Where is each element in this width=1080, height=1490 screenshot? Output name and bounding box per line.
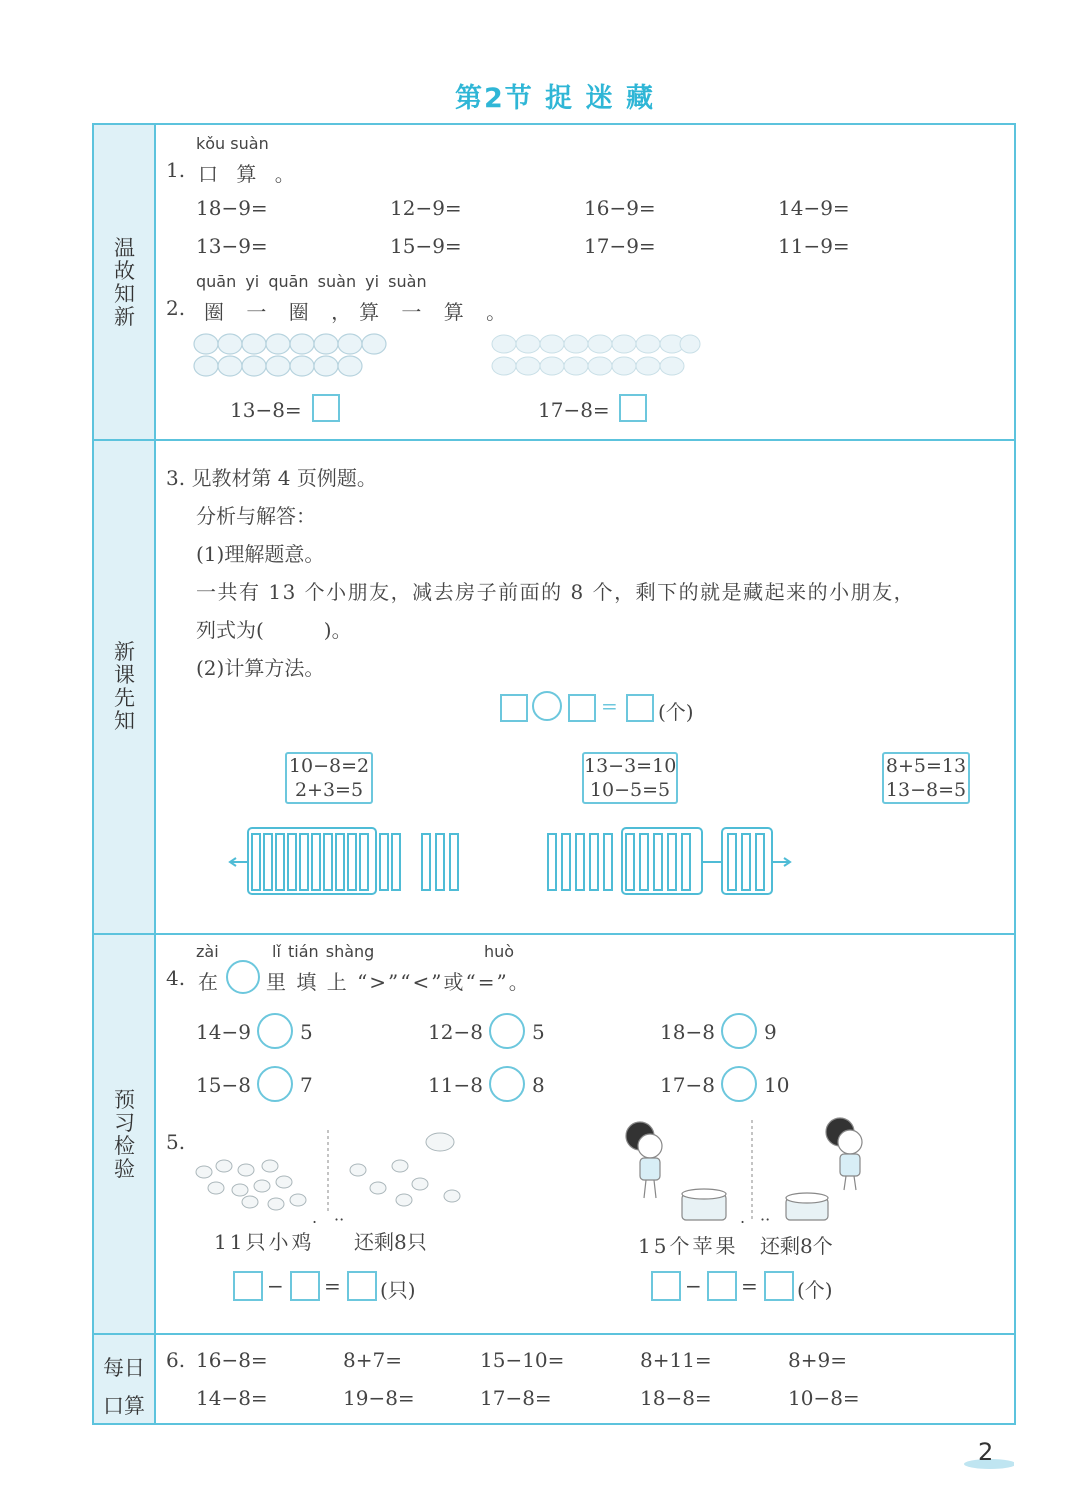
q6-problem: 10−8= xyxy=(788,1386,860,1410)
section-label-preview: 预习检验 xyxy=(114,1088,135,1181)
q1-problem: 15−9= xyxy=(390,234,462,258)
compare-circle[interactable] xyxy=(489,1013,525,1049)
section-label-new: 新课先知 xyxy=(114,640,135,733)
answer-box[interactable] xyxy=(290,1271,320,1301)
q3-line: (2)计算方法。 xyxy=(196,656,325,680)
method-line: 8+5=13 xyxy=(885,755,967,777)
answer-box[interactable] xyxy=(312,394,340,422)
q2-equation-left: 13−8= xyxy=(230,398,302,422)
girl-apples-picture xyxy=(612,1114,884,1226)
answer-box[interactable] xyxy=(568,694,596,722)
q3-line: 一共有 13 个小朋友，减去房子前面的 8 个，剩下的就是藏起来的小朋友， xyxy=(196,580,916,604)
dots-mark: ·· xyxy=(334,1210,345,1229)
q1-instruction: 口 算 。 xyxy=(198,162,301,186)
method-box-3 xyxy=(882,752,970,804)
q6-problem: 15−10= xyxy=(480,1348,565,1372)
answer-box[interactable] xyxy=(651,1271,681,1301)
section-label-daily: 每日口算 xyxy=(103,1356,145,1418)
q2-number: 2. xyxy=(166,296,186,320)
minus-sign: − xyxy=(685,1274,702,1298)
q4-instruction: 里 填 上 “>”“<”或“=”。 xyxy=(266,970,531,994)
method-line: 10−8=2 xyxy=(288,755,370,777)
method-line: 10−5=5 xyxy=(589,779,671,801)
compare-right: 10 xyxy=(764,1073,790,1097)
equals-sign: = xyxy=(601,694,618,718)
colon-mark: . xyxy=(312,1208,318,1227)
q1-pinyin: kǒu suàn xyxy=(196,134,269,153)
answer-box[interactable] xyxy=(626,694,654,722)
q6-problem: 17−8= xyxy=(480,1386,552,1410)
equals-sign: = xyxy=(741,1274,758,1298)
q3-line: 分析与解答： xyxy=(196,504,316,528)
q6-number: 6. xyxy=(166,1348,186,1372)
q6-problem: 19−8= xyxy=(343,1386,415,1410)
q1-problem: 12−9= xyxy=(390,196,462,220)
compare-left: 14−9 xyxy=(196,1020,251,1044)
page-number: 2 xyxy=(978,1438,994,1466)
q1-problem: 17−9= xyxy=(584,234,656,258)
q5-left-unit: (只) xyxy=(380,1278,416,1302)
method-line: 2+3=5 xyxy=(294,779,364,801)
q5-left-label: 还剩8只 xyxy=(354,1230,427,1254)
method-line: 13−3=10 xyxy=(584,755,677,777)
method-box-2 xyxy=(582,752,678,804)
answer-box[interactable] xyxy=(764,1271,794,1301)
q2-pinyin: quān yi quān suàn yi suàn xyxy=(196,272,427,291)
minus-sign: − xyxy=(267,1274,284,1298)
compare-circle xyxy=(226,960,260,994)
q4-number: 4. xyxy=(166,966,186,990)
q5-number: 5. xyxy=(166,1130,186,1154)
compare-circle[interactable] xyxy=(721,1013,757,1049)
q4-pinyin: huò xyxy=(484,942,515,961)
method-line: 13−8=5 xyxy=(885,779,967,801)
operator-circle[interactable] xyxy=(532,691,562,721)
answer-box[interactable] xyxy=(707,1271,737,1301)
divider xyxy=(94,1333,1014,1335)
bun-picture-right xyxy=(490,332,704,380)
answer-box[interactable] xyxy=(347,1271,377,1301)
compare-left: 11−8 xyxy=(428,1073,483,1097)
divider xyxy=(94,439,1014,441)
compare-left: 15−8 xyxy=(196,1073,251,1097)
colon-mark: . xyxy=(740,1208,746,1227)
q1-problem: 14−9= xyxy=(778,196,850,220)
q6-problem: 8+9= xyxy=(788,1348,847,1372)
dots-mark: ·· xyxy=(760,1210,771,1229)
q4-instruction: 在 xyxy=(198,970,218,994)
answer-box[interactable] xyxy=(500,694,528,722)
answer-box[interactable] xyxy=(233,1271,263,1301)
q6-problem: 16−8= xyxy=(196,1348,268,1372)
compare-circle[interactable] xyxy=(257,1066,293,1102)
q2-equation-right: 17−8= xyxy=(538,398,610,422)
q5-right-unit: (个) xyxy=(797,1278,833,1302)
q1-problem: 13−9= xyxy=(196,234,268,258)
compare-right: 7 xyxy=(300,1073,313,1097)
q5-left-label: 11只小鸡 xyxy=(214,1230,315,1254)
stick-diagram-right xyxy=(544,822,794,898)
answer-box[interactable] xyxy=(619,394,647,422)
section-label-review: 温故知新 xyxy=(114,236,135,329)
page-number-badge xyxy=(962,1438,1014,1472)
equals-sign: = xyxy=(324,1274,341,1298)
q6-problem: 8+11= xyxy=(640,1348,712,1372)
compare-circle[interactable] xyxy=(721,1066,757,1102)
compare-left: 17−8 xyxy=(660,1073,715,1097)
q2-instruction: 圈 一 圈 ，算 一 算 。 xyxy=(204,300,515,324)
chicks-picture xyxy=(190,1126,470,1216)
method-box-1 xyxy=(285,752,373,804)
q6-problem: 18−8= xyxy=(640,1386,712,1410)
bun-picture-left xyxy=(192,330,398,380)
compare-left: 12−8 xyxy=(428,1020,483,1044)
q3-unit: (个) xyxy=(658,700,694,724)
compare-right: 5 xyxy=(532,1020,545,1044)
compare-circle[interactable] xyxy=(489,1066,525,1102)
q1-problem: 11−9= xyxy=(778,234,850,258)
compare-right: 5 xyxy=(300,1020,313,1044)
divider xyxy=(94,933,1014,935)
q5-right-label: 15个苹果 xyxy=(638,1234,739,1258)
compare-left: 18−8 xyxy=(660,1020,715,1044)
compare-circle[interactable] xyxy=(257,1013,293,1049)
q6-problem: 8+7= xyxy=(343,1348,402,1372)
q3-line: 3. 见教材第 4 页例题。 xyxy=(166,466,377,490)
q3-line: (1)理解题意。 xyxy=(196,542,325,566)
q1-problem: 18−9= xyxy=(196,196,268,220)
q6-problem: 14−8= xyxy=(196,1386,268,1410)
q1-number: 1. xyxy=(166,158,186,182)
q3-line: 列式为( )。 xyxy=(196,618,352,642)
q1-problem: 16−9= xyxy=(584,196,656,220)
q5-right-label: 还剩8个 xyxy=(760,1234,833,1258)
compare-right: 9 xyxy=(764,1020,777,1044)
page-title: 第2节 捉 迷 藏 xyxy=(455,83,655,114)
q4-pinyin: zài xyxy=(196,942,219,961)
q4-pinyin: lǐ tián shàng xyxy=(272,942,375,961)
stick-diagram-left xyxy=(228,822,468,898)
compare-right: 8 xyxy=(532,1073,545,1097)
